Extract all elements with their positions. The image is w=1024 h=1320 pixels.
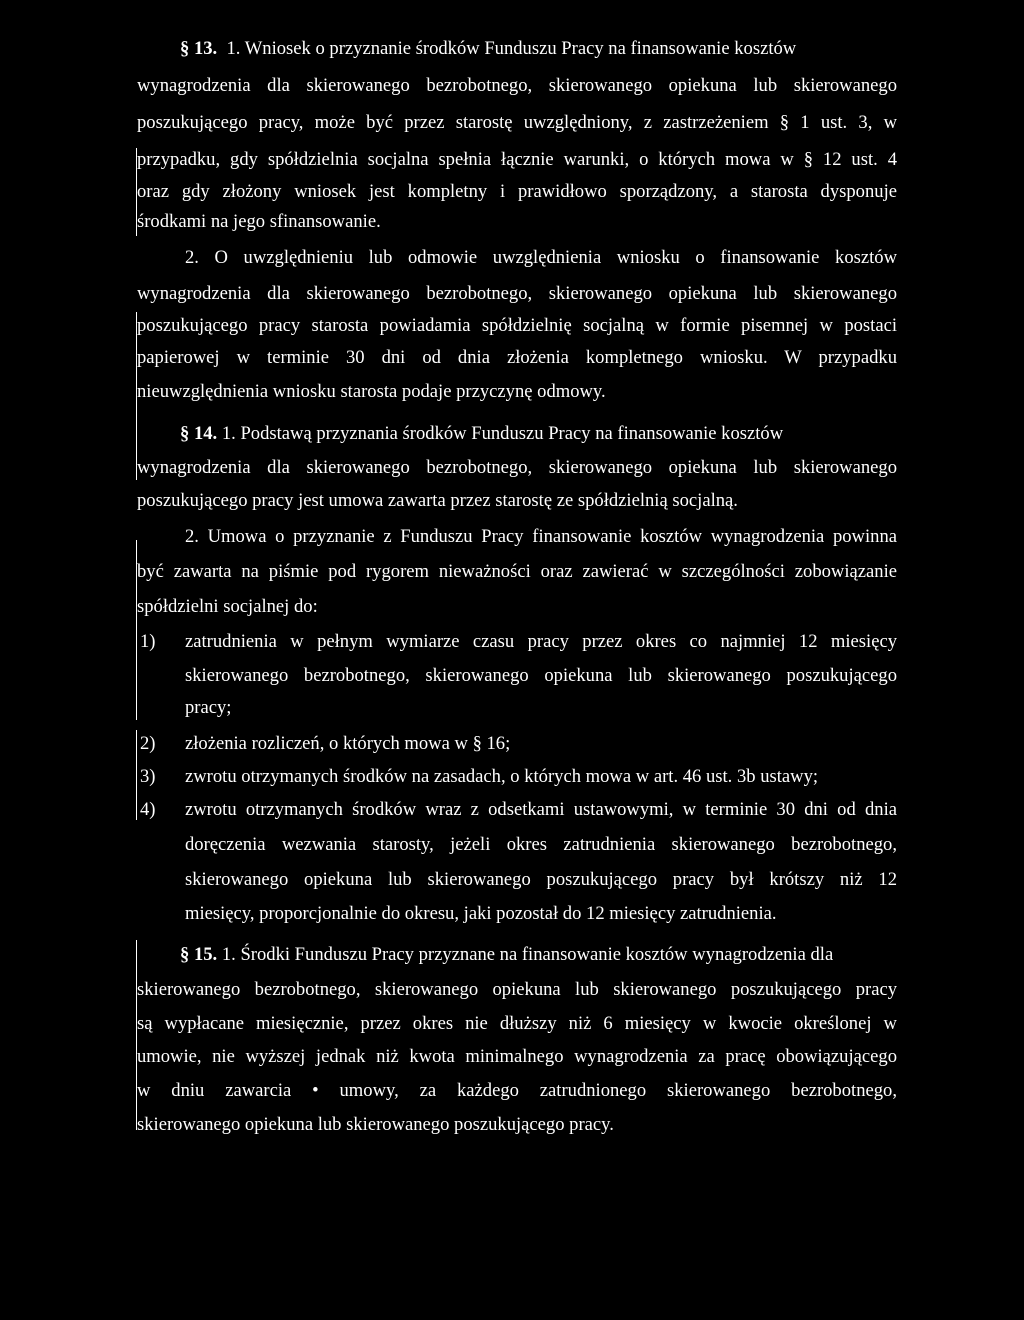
paragraph-13-line-1: § 13. 1. Wniosek o przyznanie środków Funduszu Pracy na finansowanie kosztów xyxy=(180,38,797,59)
paragraph-14-line-4: 2. Umowa o przyznanie z Funduszu Pracy finansowanie kosztów wynagrodzenia powinna xyxy=(185,526,897,547)
section-13-heading: § 13. xyxy=(180,38,218,59)
paragraph-13-line-6: środkami na jego sfinansowanie. xyxy=(137,211,381,232)
paragraph-13-line-5: oraz gdy złożony wniosek jest kompletny i prawidłowo sporządzony, a starosta dysponuje xyxy=(137,181,897,202)
paragraph-15-line-6: skierowanego opiekuna lub skierowanego poszukującego pracy. xyxy=(137,1114,614,1135)
list-item-label: 3) xyxy=(140,766,156,787)
paragraph-13-line-11: nieuwzględnienia wniosku starosta podaje przyczynę odmowy. xyxy=(137,381,606,402)
list-item: miesięcy, proporcjonalnie do okresu, jaki pozostał do 12 miesięcy zatrudnienia. xyxy=(185,903,777,924)
list-item: skierowanego opiekuna lub skierowanego poszukującego pracy był krótszy niż 12 xyxy=(185,869,897,890)
list-item: złożenia rozliczeń, o których mowa w § 16; xyxy=(185,733,511,754)
paragraph-13-line-4: przypadku, gdy spółdzielnia socjalna spełnia łącznie warunki, o których mowa w § 12 ust. 4 xyxy=(137,149,897,170)
list-item-label: 1) xyxy=(140,631,156,652)
list-item: skierowanego bezrobotnego, skierowanego opiekuna lub skierowanego poszukującego xyxy=(185,665,897,686)
paragraph-15-line-3: są wypłacane miesięcznie, przez okres nie dłuższy niż 6 miesięcy w kwocie określonej w xyxy=(137,1013,897,1034)
margin-mark xyxy=(136,730,137,820)
paragraph-13-line-8: wynagrodzenia dla skierowanego bezrobotnego, skierowanego opiekuna lub skierowanego xyxy=(137,283,897,304)
list-item: zwrotu otrzymanych środków na zasadach, o których mowa w art. 46 ust. 3b ustawy; xyxy=(185,766,819,787)
section-14-heading: § 14. xyxy=(180,423,218,444)
paragraph-14-line-6: spółdzielni socjalnej do: xyxy=(137,596,318,617)
section-15-heading: § 15. xyxy=(180,944,218,965)
paragraph-13-line-3: poszukującego pracy, może być przez starostę uwzględniony, z zastrzeżeniem § 1 ust. 3, w xyxy=(137,112,897,133)
paragraph-15-line-5: w dniu zawarcia • umowy, za każdego zatrudnionego skierowanego bezrobotnego, xyxy=(137,1080,897,1101)
paragraph-15-line-2: skierowanego bezrobotnego, skierowanego opiekuna lub skierowanego poszukującego pracy xyxy=(137,979,897,1000)
list-item: zatrudnienia w pełnym wymiarze czasu pracy przez okres co najmniej 12 miesięcy xyxy=(185,631,897,652)
list-item: doręczenia wezwania starosty, jeżeli okres zatrudnienia skierowanego bezrobotnego, xyxy=(185,834,897,855)
paragraph-15-line-4: umowie, nie wyższej jednak niż kwota minimalnego wynagrodzenia za pracę obowiązującego xyxy=(137,1046,897,1067)
paragraph-13-line-10: papierowej w terminie 30 dni od dnia złożenia kompletnego wniosku. W przypadku xyxy=(137,347,897,368)
paragraph-13-line-2: wynagrodzenia dla skierowanego bezrobotnego, skierowanego opiekuna lub skierowanego xyxy=(137,75,897,96)
paragraph-14-line-2: wynagrodzenia dla skierowanego bezrobotnego, skierowanego opiekuna lub skierowanego xyxy=(137,457,897,478)
paragraph-14-line-1: § 14. 1. Podstawą przyznania środków Funduszu Pracy na finansowanie kosztów xyxy=(180,423,784,444)
paragraph-13-line-7: 2. O uwzględnieniu lub odmowie uwzględnienia wniosku o finansowanie kosztów xyxy=(185,247,897,268)
paragraph-13-line-9: poszukującego pracy starosta powiadamia spółdzielnię socjalną w formie pisemnej w postaci xyxy=(137,315,897,336)
paragraph-14-line-3: poszukującego pracy jest umowa zawarta przez starostę ze spółdzielnią socjalną. xyxy=(137,490,738,511)
list-item: pracy; xyxy=(185,697,232,718)
list-item-label: 2) xyxy=(140,733,156,754)
paragraph-15-line-1: § 15. 1. Środki Funduszu Pracy przyznane na finansowanie kosztów wynagrodzenia dla xyxy=(180,944,834,965)
list-item-label: 4) xyxy=(140,799,156,820)
list-item: zwrotu otrzymanych środków wraz z odsetkami ustawowymi, w terminie 30 dni od dnia xyxy=(185,799,897,820)
paragraph-14-line-5: być zawarta na piśmie pod rygorem nieważności oraz zawierać w szczególności zobowiązanie xyxy=(137,561,897,582)
